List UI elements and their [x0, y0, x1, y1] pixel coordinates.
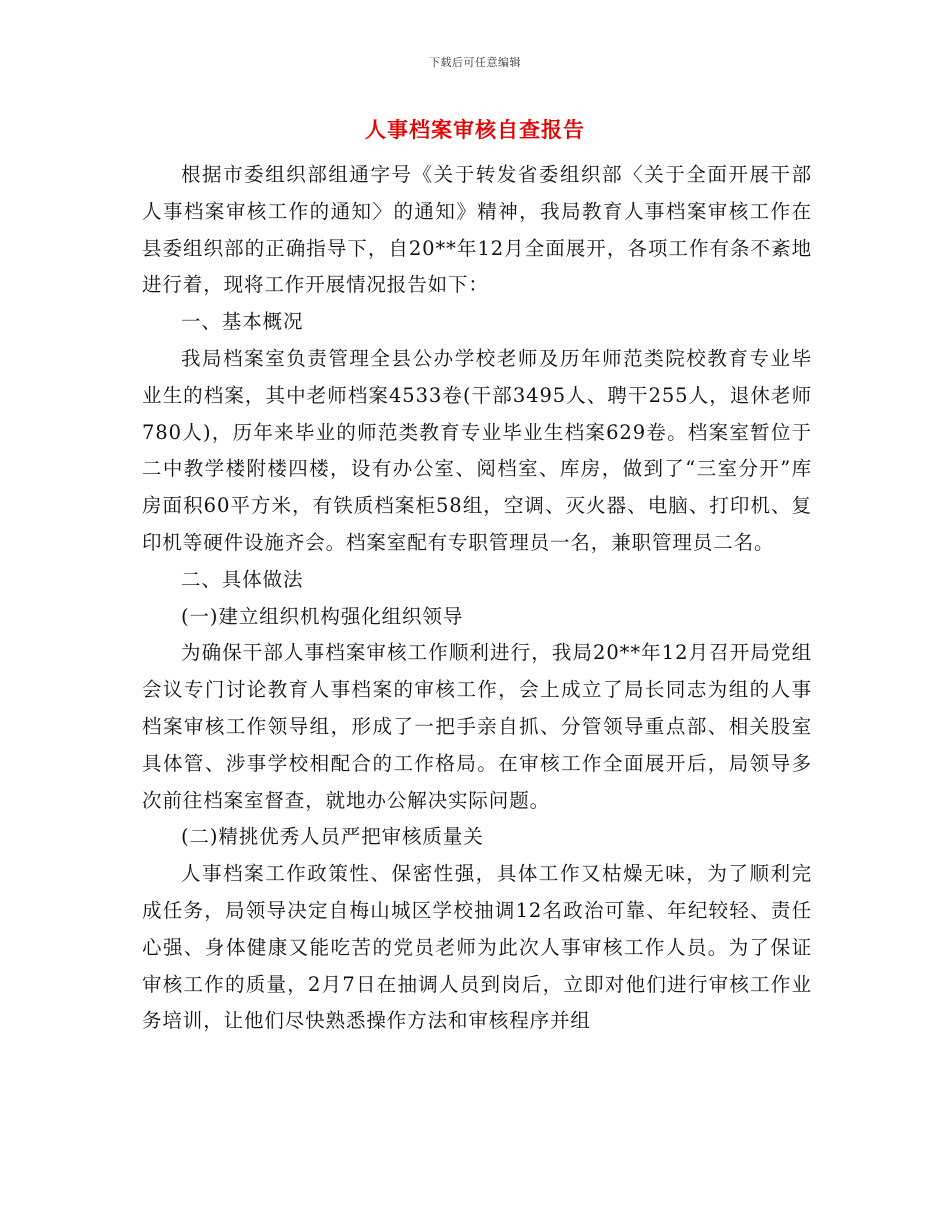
header-note: 下载后可任意编辑	[429, 56, 521, 69]
paragraph-organization: 为确保干部人事档案审核工作顺利进行，我局20**年12月召开局党组会议专门讨论教育人事档案的审核工作，会上成立了局长同志为组的人事档案审核工作领导组，形成了一把手亲自抓、分管领导重点部、相关股室具体管、涉事学校相配合的工作格局。在审核工作全面展开后，局领导多次前往档案室督查，就地办公解决实际问题。	[142, 641, 812, 812]
subsection-heading-organization: (一)建立组织机构强化组织领导	[181, 604, 464, 628]
document-title: 人事档案审核自查报告	[365, 118, 585, 142]
document-body	[142, 157, 812, 1040]
subsection-heading-personnel: (二)精挑优秀人员严把审核质量关	[181, 825, 484, 849]
paragraph-personnel: 人事档案工作政策性、保密性强，具体工作又枯燥无味，为了顺利完成任务，局领导决定自梅山城区学校抽调12名政治可靠、年纪较轻、责任心强、身体健康又能吃苦的党员老师为此次人事审核工作人员。为了保证审核工作的质量，2月7日在抽调人员到岗后，立即对他们进行审核工作业务培训，让他们尽快熟悉操作方法和审核程序并组	[142, 862, 812, 1033]
section-heading-methods: 二、具体做法	[181, 567, 304, 591]
paragraph-overview: 我局档案室负责管理全县公办学校老师及历年师范类院校教育专业毕业生的档案，其中老师档案4533卷(干部3495人、聘干255人，退休老师780人)，历年来毕业的师范类教育专业毕业生档案629卷。档案室暂位于二中教学楼附楼四楼，设有办公室、阅档室、库房，做到了“三室分开”库房面积60平方米，有铁质档案柜58组，空调、灭火器、电脑、打印机、复印机等硬件设施齐会。档案室配有专职管理员一名，兼职管理员二名。	[142, 346, 812, 554]
paragraph-intro: 根据市委组织部组通字号《关于转发省委组织部〈关于全面开展干部人事档案审核工作的通知〉的通知》精神，我局教育人事档案审核工作在县委组织部的正确指导下，自20**年12月全面展开，各项工作有条不紊地进行着，现将工作开展情况报告如下：	[142, 163, 812, 297]
section-heading-overview: 一、基本概况	[181, 310, 304, 334]
